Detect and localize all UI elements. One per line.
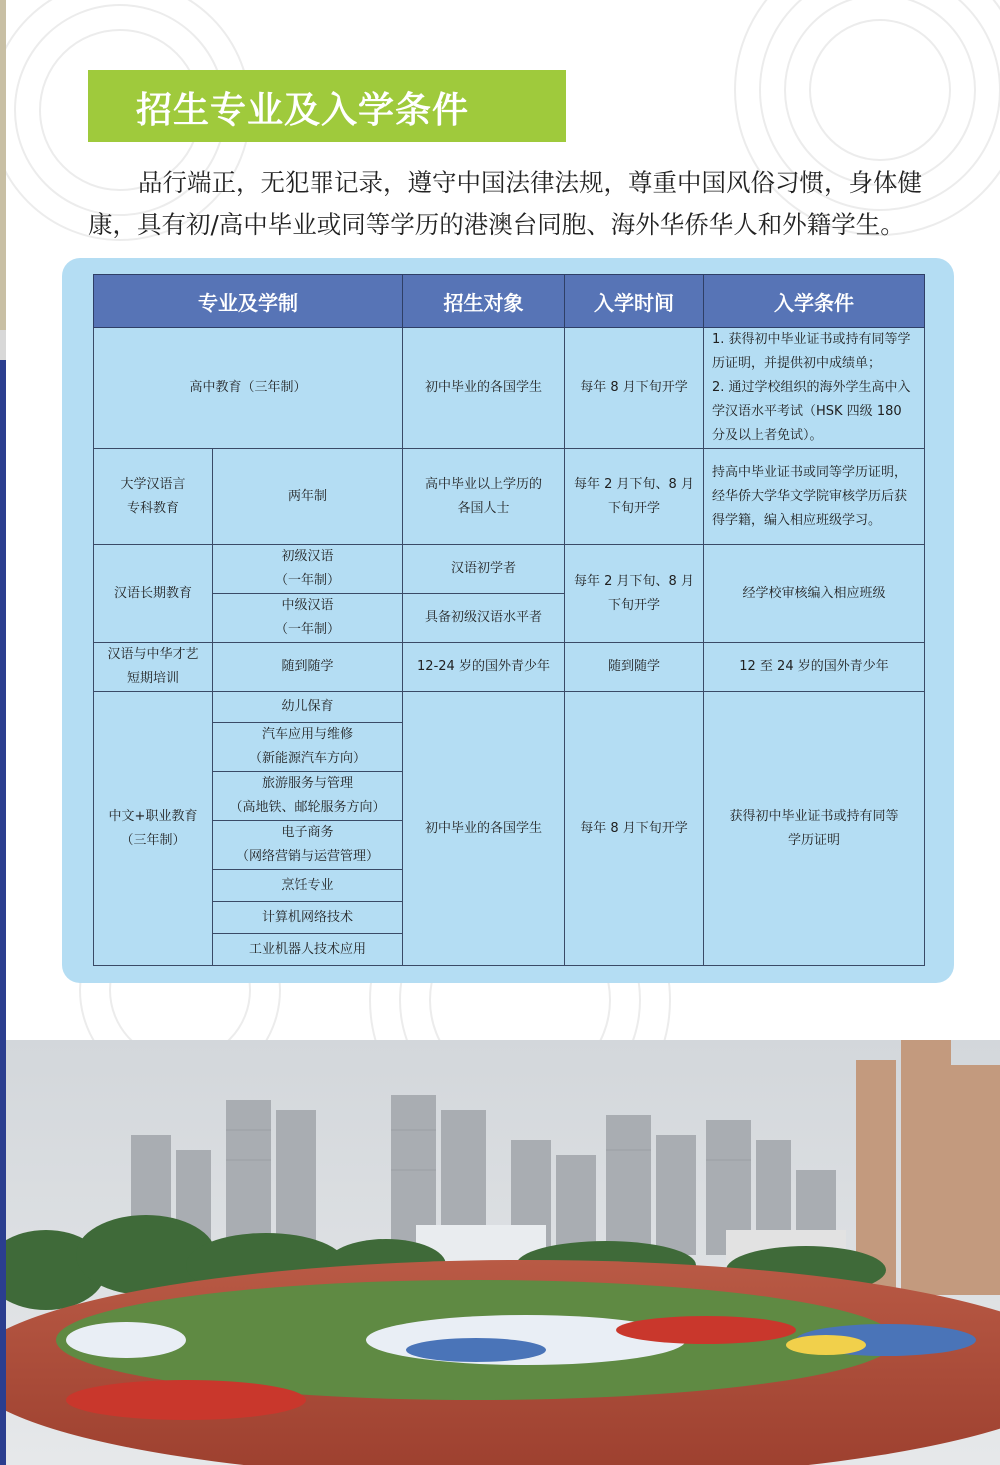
target-cell: 初中毕业的各国学生 bbox=[403, 692, 565, 966]
campus-sports-ground-photo bbox=[6, 1040, 1000, 1465]
duration-cell: 两年制 bbox=[213, 449, 403, 545]
time-cell: 每年 8 月下旬开学 bbox=[565, 328, 704, 449]
program-cell: 幼儿保育 bbox=[213, 692, 403, 723]
requirements-cell: 持高中毕业证书或同等学历证明，经华侨大学华文学院审核学历后获得学籍，编入相应班级学习。 bbox=[704, 449, 925, 545]
target-cell: 12-24 岁的国外青少年 bbox=[403, 643, 565, 692]
table-row bbox=[94, 692, 925, 723]
table-header-row bbox=[94, 275, 925, 328]
header-time: 入学时间 bbox=[565, 275, 704, 328]
table-row bbox=[94, 449, 925, 545]
target-cell: 高中毕业以上学历的 各国人士 bbox=[403, 449, 565, 545]
program-cell: 初级汉语 （一年制） bbox=[213, 545, 403, 594]
requirements-cell: 获得初中毕业证书或持有同等 学历证明 bbox=[704, 692, 925, 966]
program-cell: 计算机网络技术 bbox=[213, 902, 403, 934]
major-cell: 汉语与中华才艺 短期培训 bbox=[94, 643, 213, 692]
requirements-cell: 1. 获得初中毕业证书或持有同等学历证明，并提供初中成绩单； 2. 通过学校组织的海外学生高中入学汉语水平考试（HSK 四级 180 分及以上者免试）。 bbox=[704, 328, 925, 449]
target-cell: 具备初级汉语水平者 bbox=[403, 594, 565, 643]
program-cell: 工业机器人技术应用 bbox=[213, 934, 403, 966]
header-target: 招生对象 bbox=[403, 275, 565, 328]
time-cell: 随到随学 bbox=[565, 643, 704, 692]
target-cell: 汉语初学者 bbox=[403, 545, 565, 594]
major-cell: 中文+职业教育 （三年制） bbox=[94, 692, 213, 966]
header-requirements: 入学条件 bbox=[704, 275, 925, 328]
table-row bbox=[94, 545, 925, 594]
program-cell: 汽车应用与维修 （新能源汽车方向） bbox=[213, 723, 403, 772]
program-cell: 旅游服务与管理 （高地铁、邮轮服务方向） bbox=[213, 772, 403, 821]
major-cell: 汉语长期教育 bbox=[94, 545, 213, 643]
target-cell: 初中毕业的各国学生 bbox=[403, 328, 565, 449]
table-row bbox=[94, 328, 925, 449]
header-major: 专业及学制 bbox=[94, 275, 403, 328]
side-bar-top bbox=[0, 0, 6, 330]
time-cell: 每年 2 月下旬、8 月 下旬开学 bbox=[565, 449, 704, 545]
section-title-band bbox=[88, 70, 566, 142]
time-cell: 每年 8 月下旬开学 bbox=[565, 692, 704, 966]
program-cell: 烹饪专业 bbox=[213, 870, 403, 902]
program-cell: 电子商务 （网络营销与运营管理） bbox=[213, 821, 403, 870]
major-cell: 高中教育（三年制） bbox=[94, 328, 403, 449]
duration-cell: 随到随学 bbox=[213, 643, 403, 692]
table-row bbox=[94, 643, 925, 692]
admission-table bbox=[93, 274, 925, 966]
section-title: 招生专业及入学条件 bbox=[136, 90, 470, 131]
requirements-cell: 经学校审核编入相应班级 bbox=[704, 545, 925, 643]
intro-paragraph: 品行端正，无犯罪记录，遵守中国法律法规，尊重中国风俗习惯，身体健康，具有初/高中毕业或同等学历的港澳台同胞、海外华侨华人和外籍学生。 bbox=[88, 168, 922, 239]
major-cell: 大学汉语言 专科教育 bbox=[94, 449, 213, 545]
program-cell: 中级汉语 （一年制） bbox=[213, 594, 403, 643]
requirements-cell: 12 至 24 岁的国外青少年 bbox=[704, 643, 925, 692]
time-cell: 每年 2 月下旬、8 月 下旬开学 bbox=[565, 545, 704, 643]
side-bar-middle bbox=[0, 330, 6, 360]
